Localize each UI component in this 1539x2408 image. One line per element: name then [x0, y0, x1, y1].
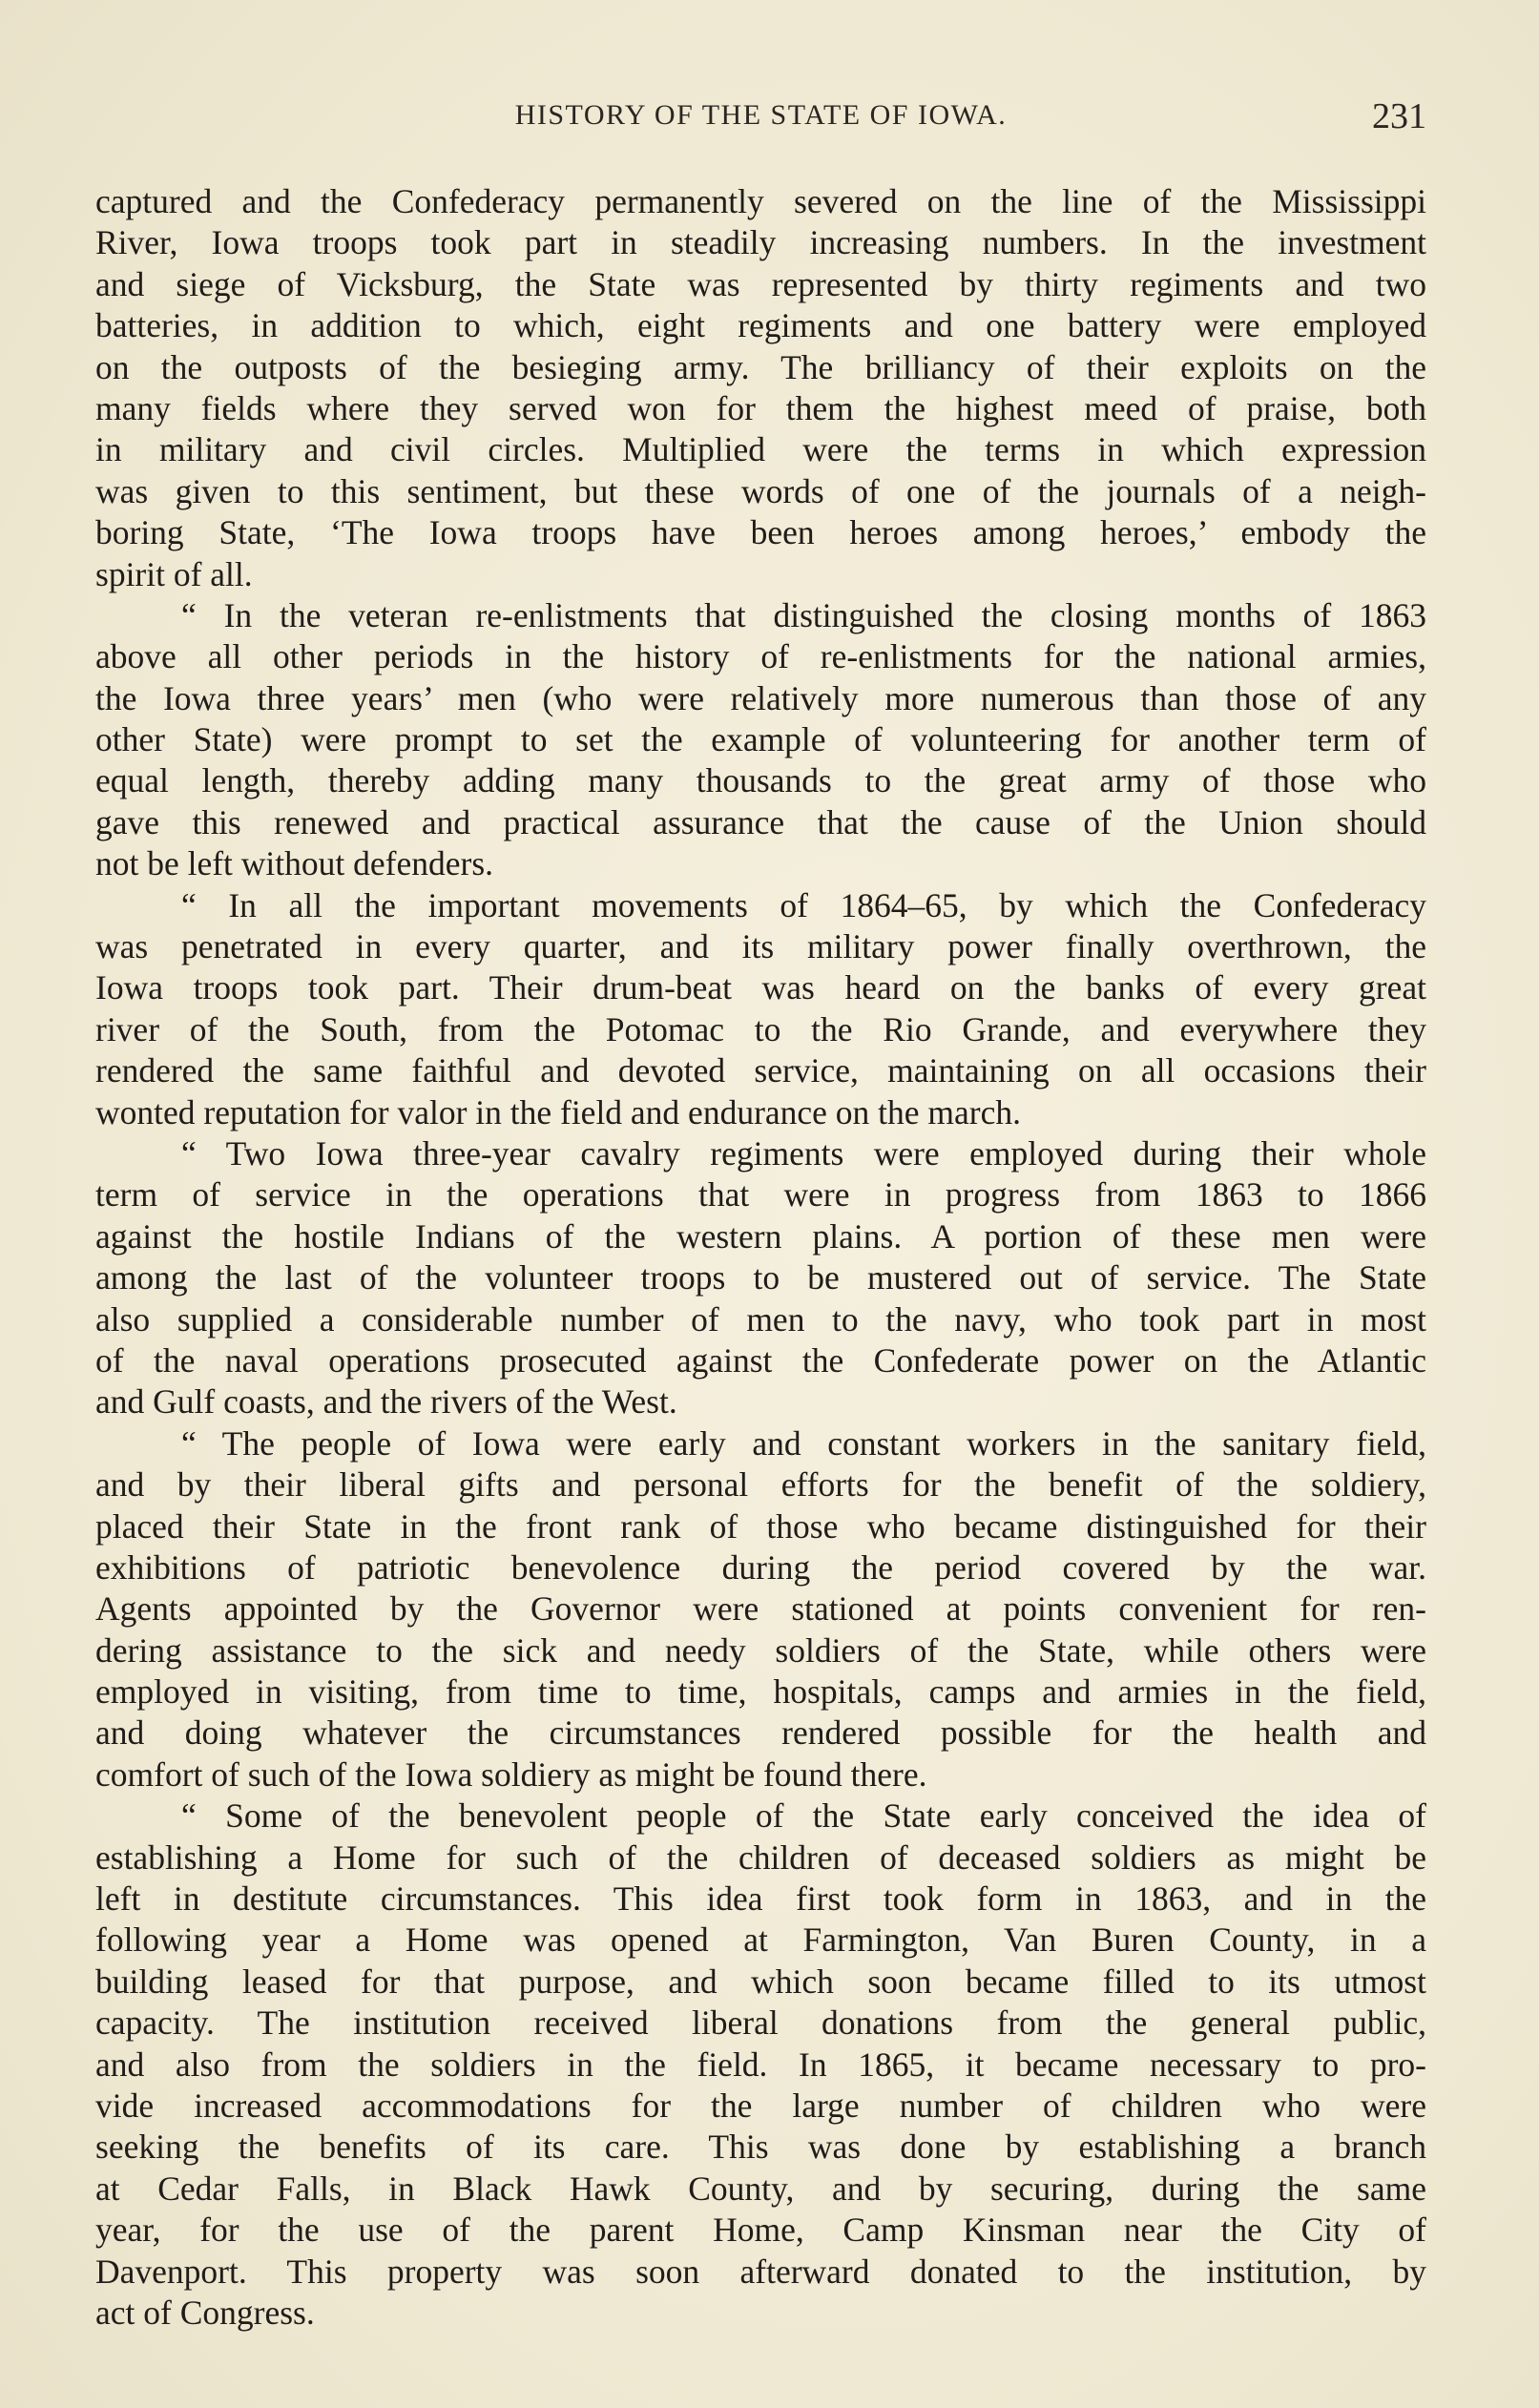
- paragraph: [95, 181, 1426, 595]
- text-line: dering assistance to the sick and needy soldiers of the State, while others were: [95, 1630, 1426, 1670]
- text-line: and Gulf coasts, and the rivers of the West.: [95, 1382, 677, 1422]
- text-line: river of the South, from the Potomac to the Rio Grande, and everywhere they: [95, 1009, 1426, 1048]
- text-line: employed in visiting, from time to time, hospitals, camps and armies in the field,: [95, 1672, 1426, 1712]
- text-line: capacity. The institution received liberal donations from the general public,: [95, 2003, 1426, 2043]
- body-text: [95, 181, 1426, 2334]
- text-line: year, for the use of the parent Home, Camp Kinsman near the City of: [95, 2211, 1426, 2250]
- text-line: spirit of all.: [95, 554, 253, 593]
- text-line: of the naval operations prosecuted against the Confederate power on the Atlantic: [95, 1340, 1426, 1380]
- text-line: seeking the benefits of its care. This was done by establishing a branch: [95, 2128, 1426, 2167]
- text-line: on the outposts of the besieging army. The brilliancy of their exploits on the: [95, 347, 1426, 386]
- text-line: Davenport. This property was soon afterward donated to the institution, by: [95, 2252, 1426, 2291]
- text-line: establishing a Home for such of the children of deceased soldiers as might be: [95, 1837, 1426, 1877]
- running-head: [95, 95, 1426, 153]
- text-line: “ Some of the benevolent people of the State early conceived the idea of: [181, 1796, 1426, 1836]
- text-line: batteries, in addition to which, eight regiments and one battery were employed: [95, 306, 1426, 345]
- text-line: wonted reputation for valor in the field and endurance on the march.: [95, 1092, 1021, 1131]
- text-line: in military and civil circles. Multiplied were the terms in which expression: [95, 430, 1426, 469]
- text-line: exhibitions of patriotic benevolence during the period covered by the war.: [95, 1547, 1426, 1587]
- text-line: left in destitute circumstances. This idea first took form in 1863, and in the: [95, 1879, 1426, 1919]
- text-line: Agents appointed by the Governor were stationed at points convenient for ren-: [95, 1589, 1426, 1629]
- text-line: captured and the Confederacy permanently severed on the line of the Mississippi: [95, 182, 1426, 220]
- text-line: “ In the veteran re-enlistments that distinguished the closing months of 1863: [181, 595, 1426, 634]
- text-line: and siege of Vicksburg, the State was represented by thirty regiments and two: [95, 264, 1426, 303]
- text-line: comfort of such of the Iowa soldiery as might be found there.: [95, 1754, 927, 1794]
- text-line: following year a Home was opened at Farmington, Van Buren County, in a: [95, 1920, 1426, 1960]
- text-line: term of service in the operations that were in progress from 1863 to 1866: [95, 1175, 1426, 1214]
- text-line: vide increased accommodations for the large number of children who were: [95, 2086, 1426, 2125]
- text-line: and doing whatever the circumstances rendered possible for the health and: [95, 1713, 1426, 1753]
- paragraph: [95, 1796, 1426, 2334]
- text-line: was penetrated in every quarter, and its military power finally overthrown, the: [95, 927, 1426, 966]
- text-line: gave this renewed and practical assurance that the cause of the Union should: [95, 802, 1426, 841]
- text-line: “ The people of Iowa were early and constant workers in the sanitary field,: [181, 1423, 1426, 1463]
- text-line: “ Two Iowa three-year cavalry regiments were employed during their whole: [181, 1133, 1426, 1173]
- page-number: 231: [1372, 96, 1426, 136]
- text-line: above all other periods in the history of re-enlistments for the national armies,: [95, 637, 1426, 676]
- text-line: among the last of the volunteer troops to be mustered out of service. The State: [95, 1258, 1426, 1297]
- text-line: act of Congress.: [95, 2293, 315, 2332]
- text-line: equal length, thereby adding many thousands to the great army of those who: [95, 761, 1426, 800]
- text-line: also supplied a considerable number of men to the navy, who took part in most: [95, 1299, 1426, 1339]
- text-line: and also from the soldiers in the field. In 1865, it became necessary to pro-: [95, 2045, 1426, 2084]
- text-line: placed their State in the front rank of those who became distinguished for their: [95, 1506, 1426, 1546]
- text-line: was given to this sentiment, but these words of one of the journals of a neigh-: [95, 471, 1426, 510]
- text-line: at Cedar Falls, in Black Hawk County, and by securing, during the same: [95, 2169, 1426, 2208]
- paragraph: [95, 1133, 1426, 1423]
- text-line: Iowa troops took part. Their drum-beat was heard on the banks of every great: [95, 968, 1426, 1007]
- text-line: “ In all the important movements of 1864–65, by which the Confederacy: [181, 885, 1426, 924]
- paragraph: [95, 1423, 1426, 1796]
- text-line: other State) were prompt to set the example of volunteering for another term of: [95, 720, 1426, 759]
- text-line: rendered the same faithful and devoted service, maintaining on all occasions their: [95, 1051, 1426, 1090]
- text-line: many fields where they served won for them the highest meed of praise, both: [95, 388, 1426, 427]
- text-line: River, Iowa troops took part in steadily increasing numbers. In the investment: [95, 223, 1426, 262]
- text-line: against the hostile Indians of the western plains. A portion of these men were: [95, 1216, 1426, 1256]
- text-line: the Iowa three years’ men (who were relatively more numerous than those of any: [95, 678, 1426, 717]
- text-line: building leased for that purpose, and which soon became filled to its utmost: [95, 1962, 1426, 2001]
- paragraph: [95, 885, 1426, 1133]
- text-line: not be left without defenders.: [95, 844, 494, 883]
- running-title: HISTORY OF THE STATE OF IOWA.: [514, 99, 1008, 131]
- text-line: boring State, ‘The Iowa troops have been heroes among heroes,’ embody the: [95, 513, 1426, 552]
- text-line: and by their liberal gifts and personal efforts for the benefit of the soldiery,: [95, 1465, 1426, 1505]
- paragraph: [95, 595, 1426, 885]
